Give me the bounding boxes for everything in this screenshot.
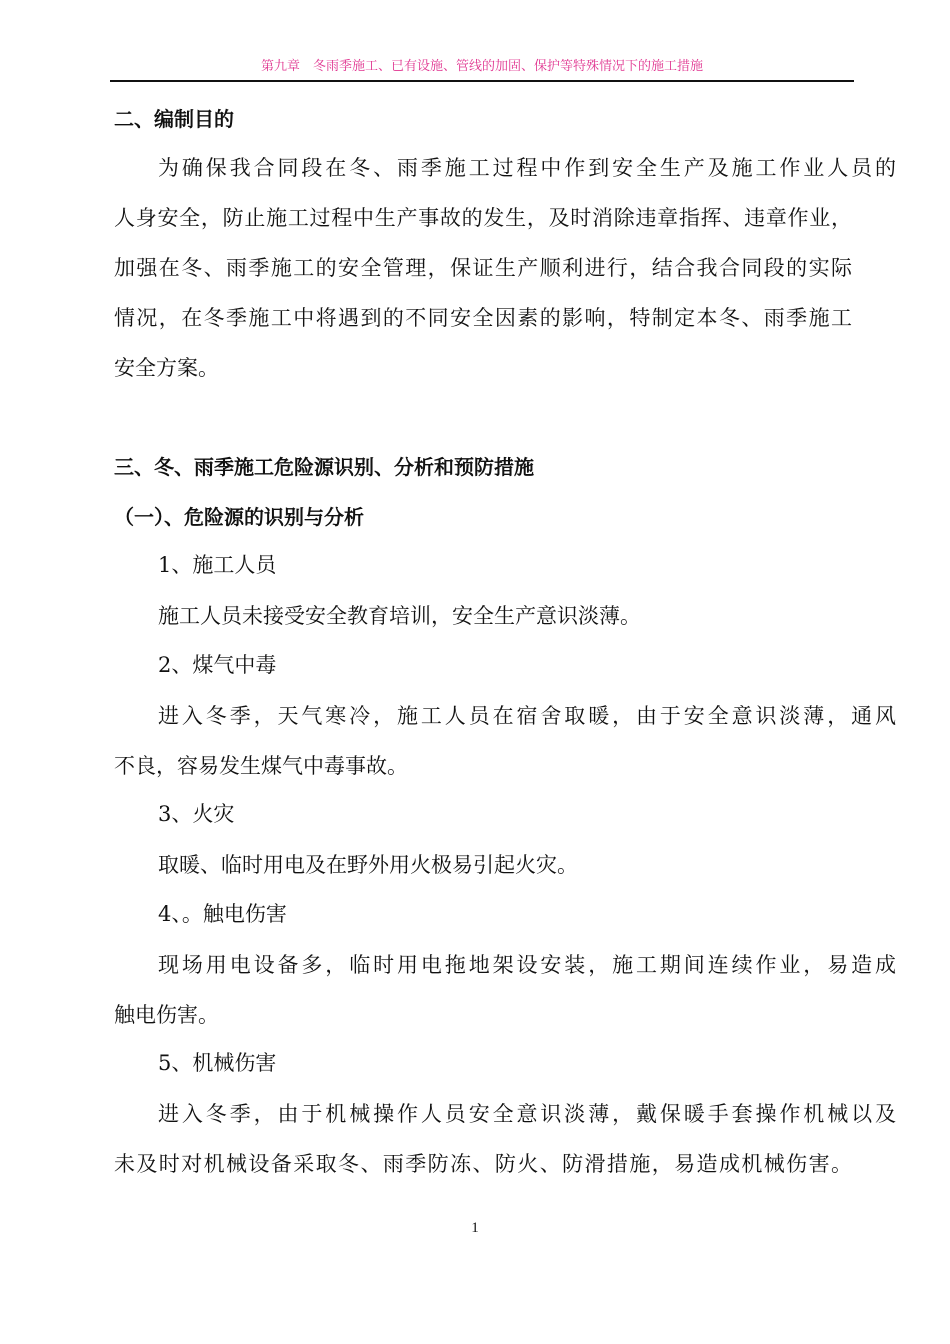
item-text-electric-shock-cont: 触电伤害。: [114, 1003, 219, 1027]
item-title-mechanical-injury: 5、机械伤害: [158, 1051, 277, 1075]
item-title-fire: 3、火灾: [158, 802, 235, 826]
item-text-mechanical-injury: 进入冬季，由于机械操作人员安全意识淡薄，戴保暖手套操作机械以及: [158, 1102, 896, 1126]
section-heading-purpose: 二、编制目的: [114, 107, 234, 131]
section-heading-hazards: 三、冬、雨季施工危险源识别、分析和预防措施: [114, 455, 534, 479]
paragraph-line: 为确保我合同段在冬、雨季施工过程中作到安全生产及施工作业人员的: [158, 156, 896, 180]
item-title-gas-poisoning: 2、煤气中毒: [158, 653, 277, 677]
item-text-electric-shock: 现场用电设备多，临时用电拖地架设安装，施工期间连续作业，易造成: [158, 953, 896, 977]
item-text-mechanical-injury-cont: 未及时对机械设备采取冬、雨季防冻、防火、防滑措施，易造成机械伤害。: [114, 1152, 852, 1176]
item-text-gas-poisoning-cont: 不良，容易发生煤气中毒事故。: [114, 754, 408, 778]
header-divider: [110, 80, 854, 82]
item-title-electric-shock: 4、。触电伤害: [158, 902, 287, 926]
subsection-heading-identification: （一）、危险源的识别与分析: [114, 505, 364, 529]
paragraph-line: 人身安全，防止施工过程中生产事故的发生，及时消除违章指挥、违章作业，: [114, 206, 852, 230]
paragraph-line: 加强在冬、雨季施工的安全管理，保证生产顺利进行，结合我合同段的实际: [114, 256, 852, 280]
paragraph-line: 情况，在冬季施工中将遇到的不同安全因素的影响，特制定本冬、雨季施工: [114, 306, 852, 330]
chapter-title: 第九章 冬雨季施工、已有设施、管线的加固、保护等特殊情况下的施工措施: [260, 59, 703, 74]
paragraph-line: 安全方案。: [114, 356, 219, 380]
item-title-workers: 1、施工人员: [158, 553, 277, 577]
item-text-gas-poisoning: 进入冬季，天气寒冷，施工人员在宿舍取暖，由于安全意识淡薄，通风: [158, 704, 896, 728]
item-text-fire: 取暖、临时用电及在野外用火极易引起火灾。: [158, 853, 578, 877]
item-text-workers: 施工人员未接受安全教育培训，安全生产意识淡薄。: [158, 604, 641, 628]
page-number: 1: [471, 1220, 479, 1236]
